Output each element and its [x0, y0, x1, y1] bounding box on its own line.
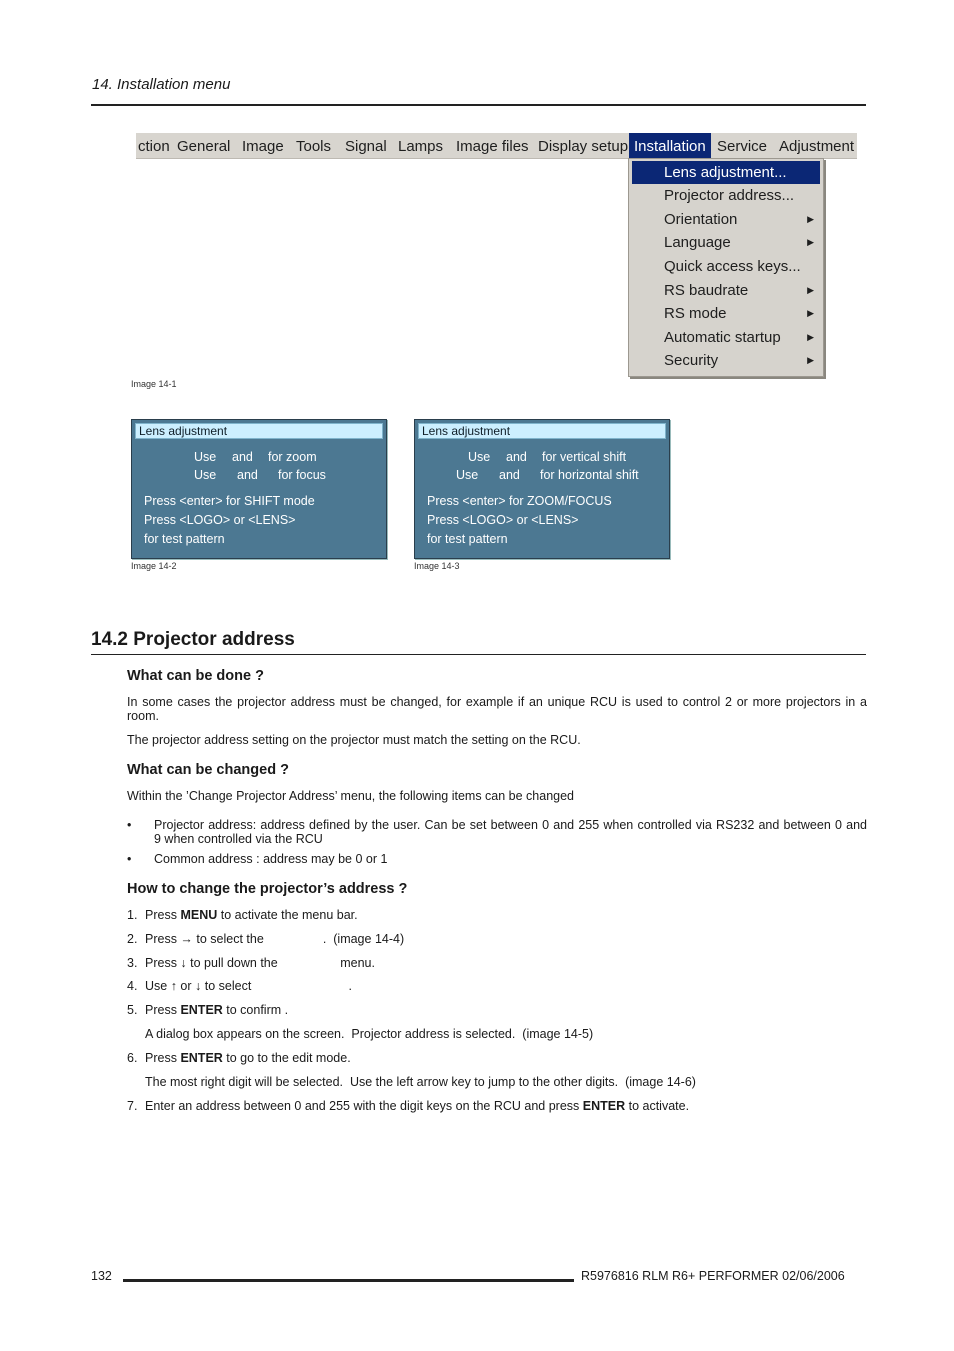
dialog-text: for zoom [268, 450, 317, 464]
step-5-note: A dialog box appears on the screen. Projector address is selected. (image 14-5) [145, 1027, 594, 1041]
bullet-item: Common address : address may be 0 or 1 [154, 852, 388, 866]
step-7: Enter an address between 0 and 255 with the digit keys on the RCU and press ENTER to activate. [145, 1099, 690, 1113]
menu-item-language: Language ▶ [632, 231, 820, 254]
dialog-text: for focus [278, 468, 326, 482]
footer-rule [123, 1279, 574, 1282]
document-info: R5976816 RLM R6+ PERFORMER 02/06/2006 [581, 1269, 845, 1283]
menubar-item-image: Image [242, 138, 284, 155]
section-rule [91, 654, 866, 655]
menu-item-security: Security ▶ [632, 349, 820, 372]
dialog-text: for test pattern [427, 532, 508, 546]
heading-what-can-be-done: What can be done ? [127, 668, 264, 684]
menubar-item-adjustment: Adjustment [779, 138, 855, 155]
heading-how-to-change: How to change the projector’s address ? [127, 881, 408, 897]
menubar-item-signal: Signal [345, 138, 387, 155]
menubar-item-display-setup: Display setup [538, 138, 629, 155]
dialog-title: Lens adjustment [418, 423, 666, 439]
bullet-item: 9 when controlled via the RCU [154, 832, 323, 846]
dialog-title: Lens adjustment [135, 423, 383, 439]
step-1: Press MENU to activate the menu bar. [145, 908, 358, 922]
section-title: 14.2 Projector address [91, 629, 295, 650]
dialog-text: Use [194, 450, 217, 464]
menubar-item-action: ction [138, 138, 170, 155]
image-caption: Image 14-1 [131, 379, 177, 389]
step-number: 1. [127, 908, 138, 922]
page-number: 132 [91, 1269, 112, 1283]
dialog-text: Use [468, 450, 491, 464]
dialog-text: Press <enter> for ZOOM/FOCUS [427, 494, 612, 508]
dialog-text: and [506, 450, 527, 464]
dialog-text: for vertical shift [542, 450, 627, 464]
step-number: 4. [127, 979, 138, 993]
step-number: 2. [127, 932, 138, 946]
submenu-arrow-icon: ▶ [807, 332, 814, 342]
menu-item-projector-address: Projector address... [664, 187, 795, 204]
dialog-text: for horizontal shift [540, 468, 639, 482]
step-2: Press → to select the . (image 14-4) [145, 932, 405, 946]
step-number: 6. [127, 1051, 138, 1065]
step-5: Press ENTER to confirm . [145, 1003, 289, 1017]
menu-item-quick-access-keys: Quick access keys... [664, 258, 801, 275]
step-4: Use ↑ or ↓ to select . [145, 979, 353, 993]
header-rule [91, 104, 866, 106]
bullet-item: Projector address: address defined by the user. Can be set between 0 and 255 when controlled via RS232 and between 0 and [154, 818, 867, 832]
submenu-arrow-icon: ▶ [807, 308, 814, 318]
menubar-item-installation: Installation [629, 133, 711, 158]
bullet-icon: • [127, 852, 132, 866]
submenu-arrow-icon: ▶ [807, 237, 814, 247]
paragraph: In some cases the projector address must be changed, for example if an unique RCU is used to control 2 or more projectors in a [127, 695, 867, 709]
menubar-item-lamps: Lamps [398, 138, 444, 155]
heading-what-can-be-changed: What can be changed ? [127, 762, 289, 778]
step-6-note: The most right digit will be selected. Use the left arrow key to jump to the other digits. (image 14-6) [145, 1075, 696, 1089]
dialog-text: Press <enter> for SHIFT mode [144, 494, 315, 508]
installation-dropdown [628, 158, 824, 377]
lens-adjustment-dialog-shift [414, 419, 670, 559]
lens-adjustment-dialog-zoom-focus [131, 419, 387, 559]
dialog-text: for test pattern [144, 532, 225, 546]
step-3: Press ↓ to pull down the menu. [145, 956, 375, 970]
menu-bar [136, 133, 857, 159]
dialog-text: Use [194, 468, 217, 482]
menubar-item-image-files: Image files [456, 138, 529, 155]
paragraph: room. [127, 709, 159, 723]
submenu-arrow-icon: ▶ [807, 214, 814, 224]
paragraph: Within the ’Change Projector Address’ menu, the following items can be changed [127, 789, 575, 803]
dialog-text: Press <LOGO> or <LENS> [427, 513, 579, 527]
bullet-icon: • [127, 818, 132, 832]
paragraph: The projector address setting on the projector must match the setting on the RCU. [127, 733, 581, 747]
submenu-arrow-icon: ▶ [807, 285, 814, 295]
dialog-text: and [237, 468, 258, 482]
menu-item-automatic-startup: Automatic startup ▶ [632, 326, 820, 349]
image-caption: Image 14-2 [131, 561, 177, 571]
step-number: 5. [127, 1003, 138, 1017]
menubar-item-tools: Tools [296, 138, 332, 155]
menu-item-orientation: Orientation ▶ [632, 208, 820, 231]
menubar-item-service: Service [717, 138, 768, 155]
submenu-arrow-icon: ▶ [807, 355, 814, 365]
dialog-text: and [499, 468, 520, 482]
menubar-item-general: General [177, 138, 231, 155]
step-number: 3. [127, 956, 138, 970]
dialog-text: Press <LOGO> or <LENS> [144, 513, 296, 527]
menu-item-lens-adjustment: Lens adjustment... [632, 161, 820, 184]
menu-item-rs-baudrate: RS baudrate ▶ [632, 279, 820, 302]
step-6: Press ENTER to go to the edit mode. [145, 1051, 351, 1065]
step-number: 7. [127, 1099, 138, 1113]
chapter-header: 14. Installation menu [92, 76, 231, 93]
menu-item-rs-mode: RS mode ▶ [632, 302, 820, 325]
image-caption: Image 14-3 [414, 561, 460, 571]
dialog-text: and [232, 450, 253, 464]
dialog-text: Use [456, 468, 479, 482]
